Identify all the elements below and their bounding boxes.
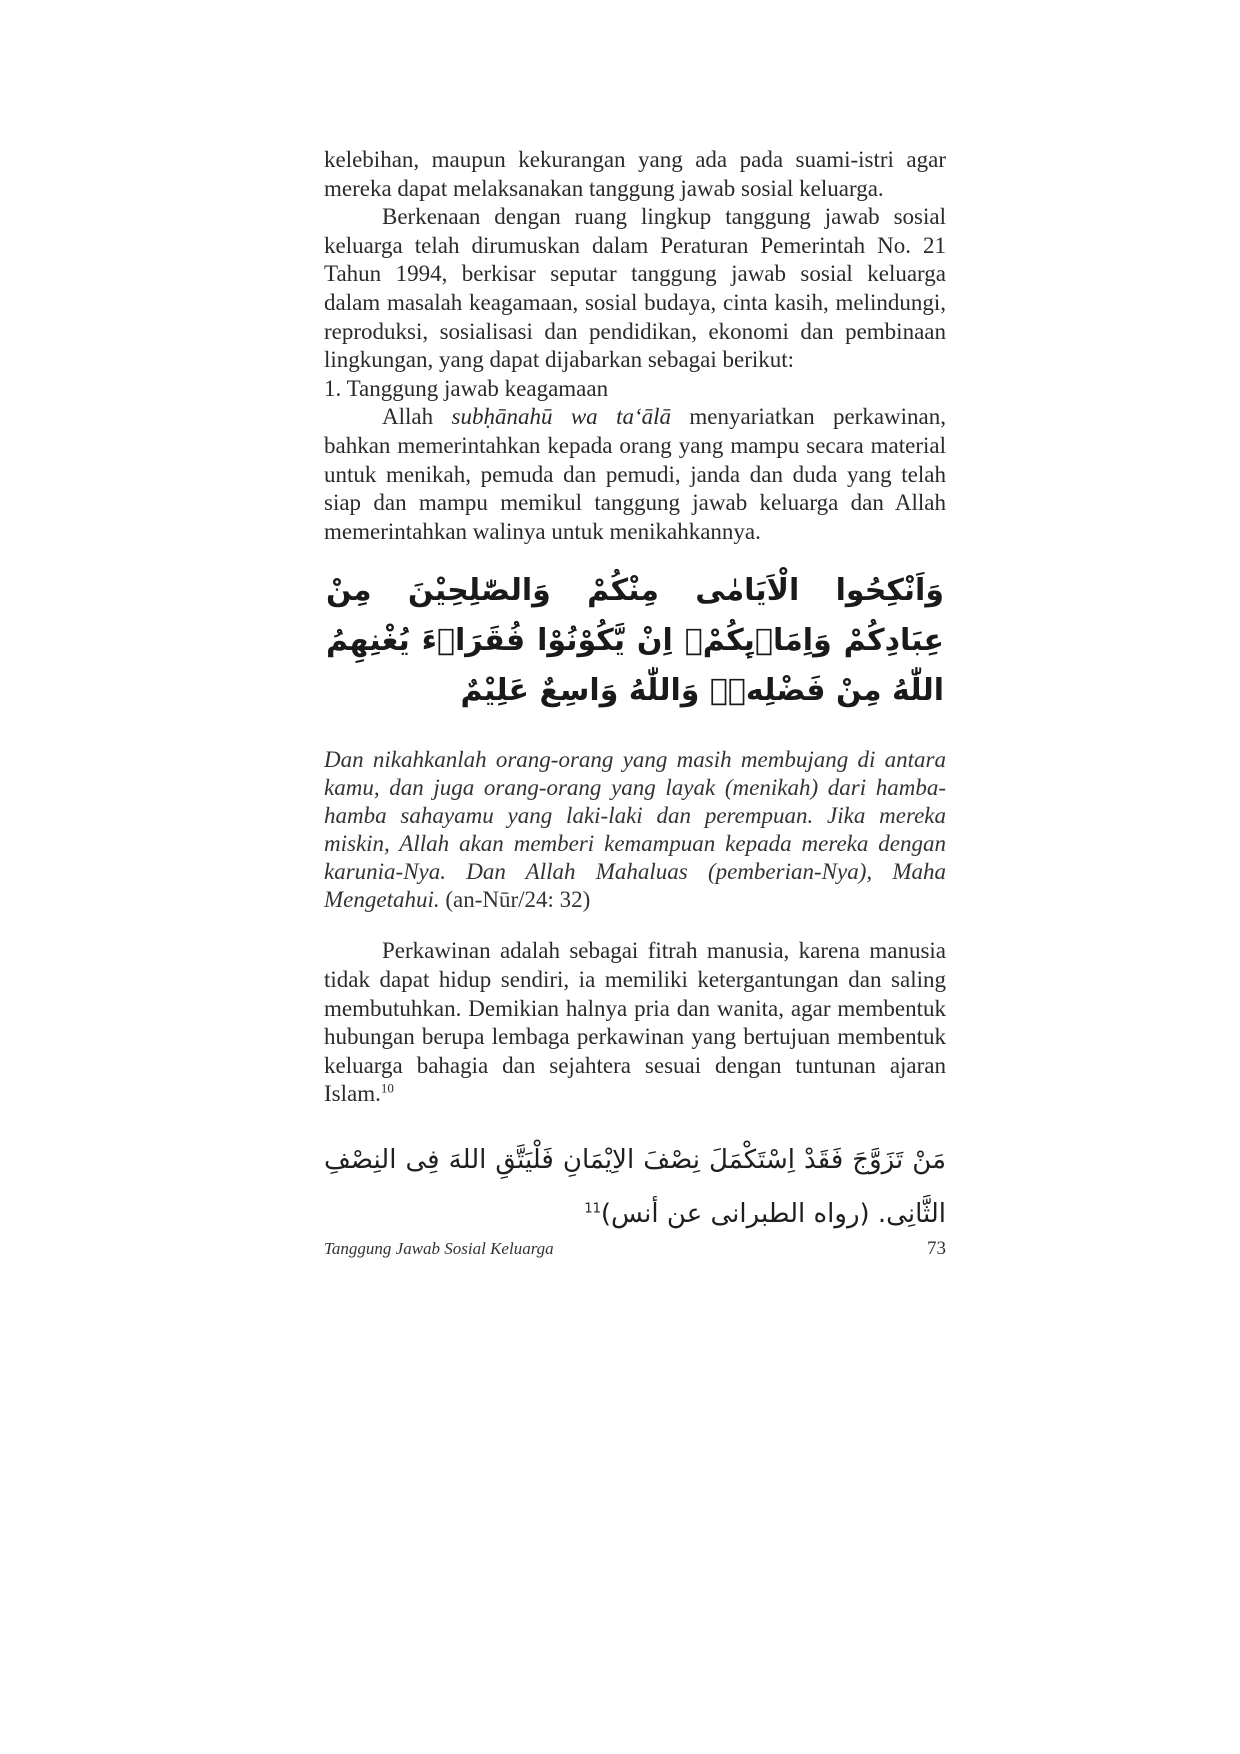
footnote-marker-11: 11 (584, 1201, 601, 1217)
verse-translation (324, 746, 946, 914)
paragraph-continuation: kelebihan, maupun kekurangan yang ada pada suami-istri agar mereka dapat melaksanakan tanggung jawab sosial keluarga. (324, 147, 946, 201)
quran-verse: وَاَنْكِحُوا الْاَيَامٰى مِنْكُمْ وَالصّٰلِحِيْنَ مِنْ عِبَادِكُمْ وَاِمَاۤىِٕكُمْۗ اِنْ يَّكُوْنُوْا فُقَرَاۤءَ يُغْنِهِمُ اللّٰهُ مِنْ فَضْلِهٖۗ وَاللّٰهُ وَاسِعٌ عَلِيْمٌ (326, 573, 944, 709)
page-number: 73 (927, 1238, 946, 1259)
paragraph-marriage-command (324, 403, 946, 546)
footnote-marker-10: 10 (380, 1080, 394, 1096)
paragraph-scope: Berkenaan dengan ruang lingkup tanggung jawab sosial keluarga telah dirumuskan dalam Peraturan Pemerintah No. 21 Tahun 1994, berkisar seputar tanggung jawab sosial keluarga dalam masalah keagamaan, sosial budaya, cinta kasih, melindungi, reproduksi, sosialisasi dan pendidikan, ekonomi dan pembinaan lingkungan, yang dapat dijabarkan sebagai berikut: (324, 204, 946, 373)
list-item-religious-responsibility: 1. Tanggung jawab keagamaan (324, 375, 609, 401)
paragraph-rest: menyariatkan perkawinan, bahkan memerintahkan kepada orang yang mampu secara material untuk menikah, pemuda dan pemudi, janda dan duda yang telah siap dan mampu memikul tanggung jawab keluarga dan Allah memerintahkan walinya untuk menikahkannya. (324, 404, 946, 544)
hadith-text (324, 1133, 946, 1241)
paragraph-marriage-fitrah (324, 937, 946, 1109)
running-title: Tanggung Jawab Sosial Keluarga (324, 1239, 554, 1258)
divine-epithet: subḥānahū wa ta‘ālā (451, 404, 672, 430)
hadith-arabic: مَنْ تَزَوَّجَ فَقَدْ اِسْتَكْمَلَ نِصْفَ الاِيْمَانِ فَلْيَتَّقِ اللهَ فِى النِصْفِ الثَّانِى. (رواه الطبرانى عن أنس) (324, 1144, 946, 1229)
translation-text: Dan nikahkanlah orang-orang yang masih membujang di antara kamu, dan juga orang-orang yang layak (menikah) dari hamba-hamba sahayamu yang laki-laki dan perempuan. Jika mereka miskin, Allah akan memberi kemampuan kepada mereka dengan karunia-Nya. Dan Allah Mahaluas (pemberian-Nya), Maha Mengetahui. (324, 747, 946, 913)
verse-reference: (an-Nūr/24: 32) (439, 887, 591, 913)
paragraph-fitrah-text: Perkawinan adalah sebagai fitrah manusia, karena manusia tidak dapat hidup sendiri, ia memiliki ketergantungan dan saling membutuhkan. Demikian halnya pria dan wanita, agar membentuk hubungan berupa lembaga perkawinan yang bertujuan membentuk keluarga bahagia dan sejahtera sesuai dengan tuntunan ajaran Islam. (324, 938, 946, 1107)
page-footer (324, 1238, 946, 1260)
paragraph-lead: Allah (382, 404, 452, 430)
page-body (324, 146, 946, 1267)
